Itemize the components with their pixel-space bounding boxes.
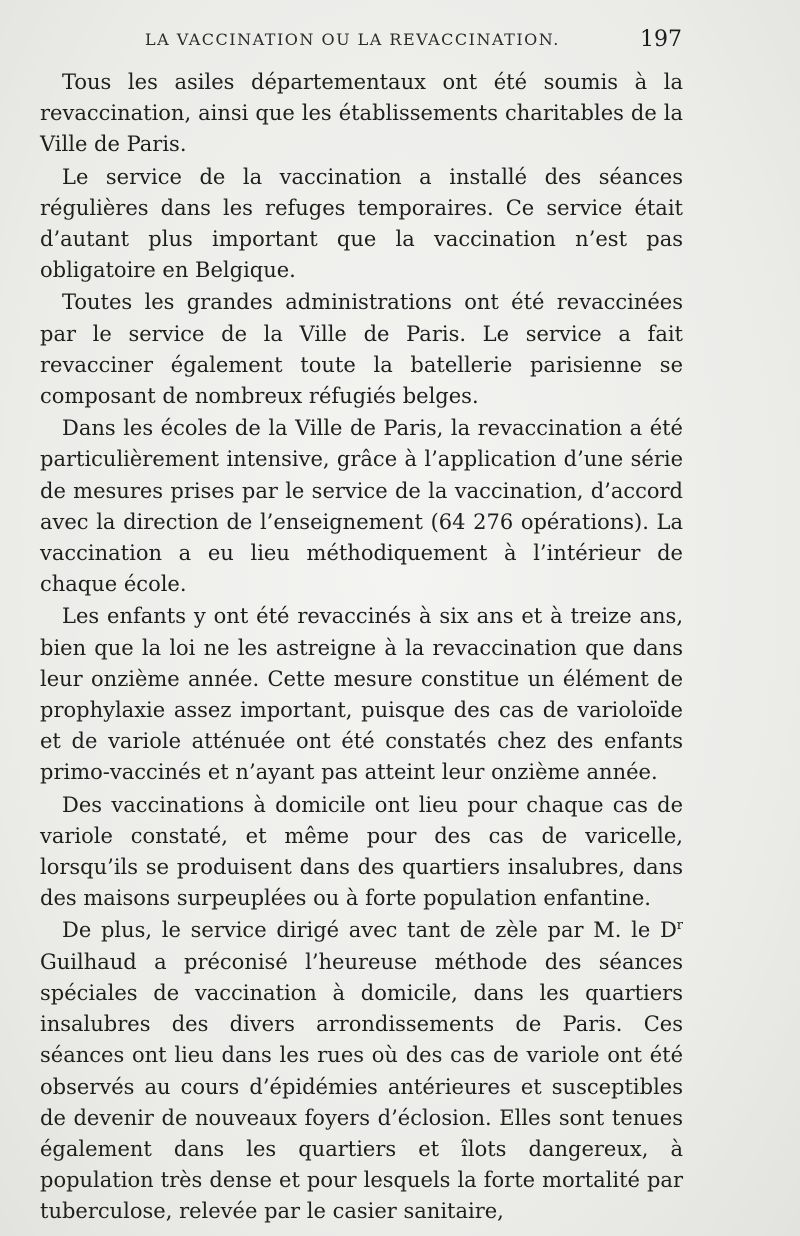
page-number: 197 (640, 27, 682, 52)
doctor-abbreviation-superscript: r (676, 918, 683, 934)
paragraph-asiles: Tous les asiles départementaux ont été soumis à la revaccination, ainsi que les établissements charitables de la Ville de Paris. (40, 70, 683, 157)
paragraph-enfants: Les enfants y ont été revaccinés à six ans et à treize ans, bien que la loi ne les astreigne à la revaccination que dans leur onzième année. Cette mesure constitue un élément de prophylaxie assez important, puisque des cas de varioloïde et de variole atténuée ont été constatés chez des enfants primo-vaccinés et n’ayant pas atteint leur onzième année. (40, 604, 683, 785)
paragraph-administrations: Toutes les grandes administrations ont été revaccinées par le service de la Ville de Paris. Le service a fait revacciner également toute la batellerie parisienne se composant de nombreux réfugiés belges. (40, 290, 683, 409)
body-text (40, 67, 683, 1228)
paragraph-seances-speciales (40, 915, 683, 1227)
paragraph-refuges: Le service de la vaccination a installé des séances régulières dans les refuges temporaires. Ce service était d’autant plus important que la vaccination n’est pas obligatoire en Belgique. (40, 164, 683, 283)
page-header (0, 27, 800, 60)
paragraph-domicile: Des vaccinations à domicile ont lieu pour chaque cas de variole constaté, et même pour des cas de varicelle, lorsqu’ils se produisent dans des quartiers insalubres, dans des maisons surpeuplées ou à forte population enfantine. (40, 792, 683, 911)
paragraph-text-end: Guilhaud a préconisé l’heureuse méthode des séances spéciales de vaccination à domicile, dans les quartiers insalubres des divers arrondissements de Paris. Ces séances ont lieu dans les rues où des cas de variole ont été observés au cours d’épidémies antérieures et susceptibles de devenir de nouveaux foyers d’éclosion. Elles sont tenues également dans les quartiers et îlots dangereux, à population très dense et pour lesquels la forte mortalité par tuberculose, relevée par le casier sanitaire, (40, 949, 683, 1224)
paragraph-text-start: De plus, le service dirigé avec tant de zèle par M. le D (62, 918, 677, 943)
running-title: LA VACCINATION OU LA REVACCINATION. (145, 30, 560, 49)
paragraph-ecoles: Dans les écoles de la Ville de Paris, la revaccination a été particulièrement intensive, grâce à l’application d’une série de mesures prises par le service de la vaccination, d’accord avec la direction de l’enseignement (64 276 opérations). La vaccination a eu lieu méthodiquement à l’intérieur de chaque école. (40, 416, 683, 597)
